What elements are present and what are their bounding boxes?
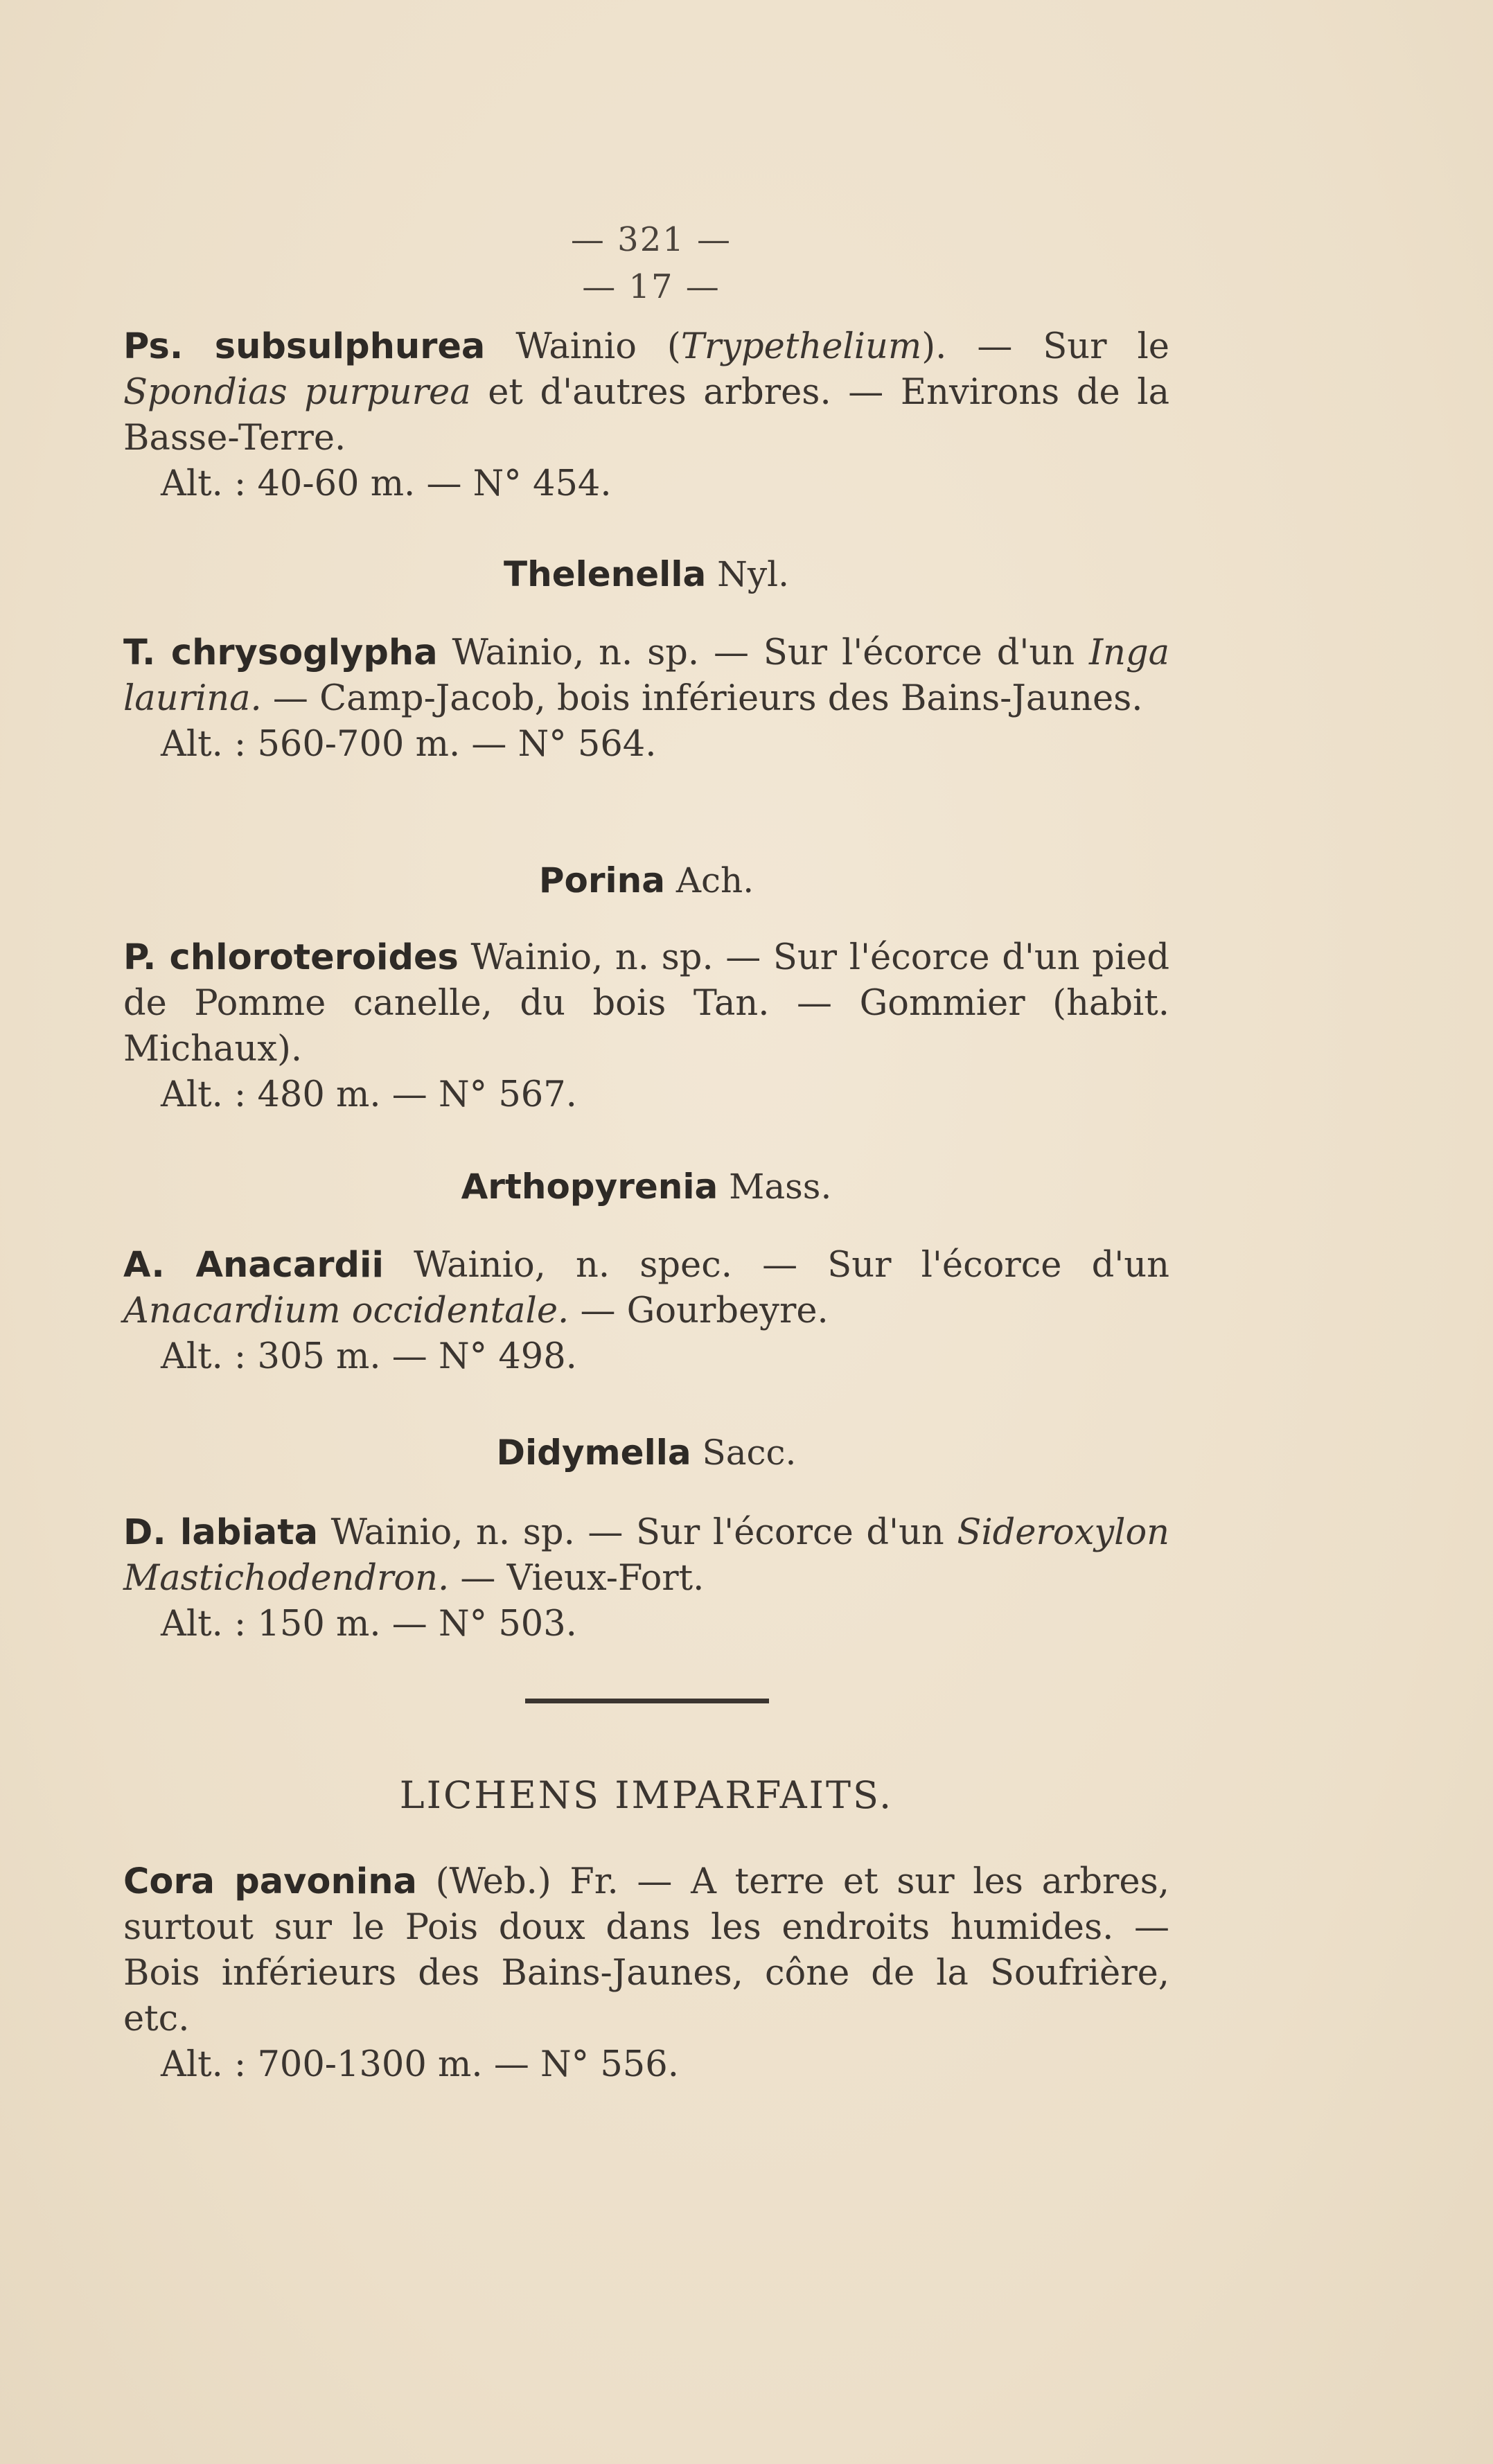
entry-labiata <box>123 1510 1169 1647</box>
species-name: Ps. subsulphurea <box>123 326 486 367</box>
entry-chloroteroides <box>123 935 1169 1118</box>
altitude-line: Alt. : 150 m. — N° 503. <box>161 1604 577 1645</box>
entry-description: P. chloroteroides Wainio, n. sp. — Sur l'écorce d'un pied de Pomme canelle, du bois Tan. — Gommier (habit. Michaux). <box>123 937 1169 1070</box>
altitude-line: Alt. : 480 m. — N° 567. <box>161 1074 577 1115</box>
species-name: D. labiata <box>123 1512 318 1553</box>
species-name: Cora pavonina <box>123 1861 417 1902</box>
entry-description: D. labiata Wainio, n. sp. — Sur l'écorce d'un Sideroxylon Mastichodendron. — Vieux-Fort. <box>123 1512 1170 1599</box>
entry-anacardii <box>123 1243 1169 1380</box>
entry-chrysoglypha <box>123 630 1169 768</box>
genus-heading-arthopyrenia: Arthopyrenia Mass. <box>461 1167 832 1207</box>
entry-subsulphurea <box>123 324 1169 507</box>
entry-description: T. chrysoglypha Wainio, n. sp. — Sur l'écorce d'un Inga laurina. — Camp-Jacob, bois inférieurs des Bains-Jaunes. <box>123 632 1170 719</box>
entry-description: Ps. subsulphurea Wainio (Trypethelium). — Sur le Spondias purpurea et d'autres arbres. — Environs de la Basse-Terre. <box>123 326 1169 459</box>
genus-heading-porina: Porina Ach. <box>538 860 754 901</box>
entry-description: A. Anacardii Wainio, n. spec. — Sur l'écorce d'un Anacardium occidentale. — Gourbeyre. <box>123 1245 1169 1331</box>
genus-heading-thelenella: Thelenella Nyl. <box>504 554 789 594</box>
entry-description: Cora pavonina (Web.) Fr. — A terre et sur les arbres, surtout sur le Pois doux dans les endroits humides. — Bois inférieurs des Bains-Jaunes, cône de la Soufrière, etc. <box>123 1861 1169 2039</box>
altitude-line: Alt. : 560-700 m. — N° 564. <box>161 724 657 765</box>
altitude-line: Alt. : 305 m. — N° 498. <box>161 1336 577 1377</box>
entry-cora-pavonina <box>123 1859 1169 2088</box>
altitude-line: Alt. : 40-60 m. — N° 454. <box>161 463 612 504</box>
page-number-offprint: — 17 — <box>582 267 721 306</box>
genus-heading-didymella: Didymella Sacc. <box>496 1433 797 1473</box>
section-divider <box>525 1699 769 1703</box>
species-name: P. chloroteroides <box>123 937 459 978</box>
species-name: T. chrysoglypha <box>123 632 438 673</box>
altitude-line: Alt. : 700-1300 m. — N° 556. <box>161 2044 679 2085</box>
page-number-original: — 321 — <box>570 220 732 259</box>
species-name: A. Anacardii <box>123 1245 384 1286</box>
section-title: LICHENS IMPARFAITS. <box>399 1773 894 1817</box>
